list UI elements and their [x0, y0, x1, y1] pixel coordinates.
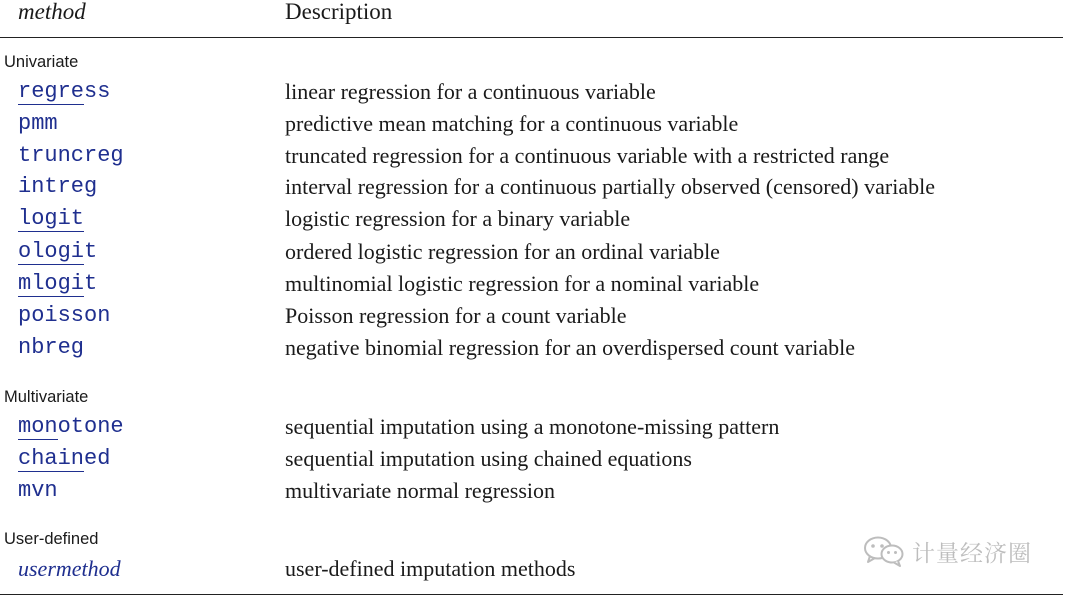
method-description: linear regression for a continuous variable [285, 79, 656, 104]
method-link-logit[interactable]: logit [18, 206, 85, 231]
table-row [0, 444, 1075, 474]
method-link-chained[interactable]: chained [18, 446, 111, 471]
method-link-pmm[interactable]: pmm [18, 111, 58, 136]
section-title-multivariate: Multivariate [4, 388, 89, 406]
method-description: ordered logistic regression for an ordinal variable [285, 239, 720, 264]
table-row [0, 204, 1075, 234]
column-header-method: method [18, 0, 86, 24]
table-row [0, 172, 1075, 202]
table-row [0, 141, 1075, 171]
method-description: sequential imputation using chained equations [285, 446, 692, 471]
method-description: predictive mean matching for a continuous variable [285, 111, 739, 136]
method-link-monotone[interactable]: monotone [18, 414, 124, 439]
method-link-poisson[interactable]: poisson [18, 303, 111, 328]
bottom-rule [0, 594, 1063, 595]
method-link-ologit[interactable]: ologit [18, 239, 98, 264]
watermark-text: 计量经济圈 [912, 540, 1032, 567]
method-link-regress[interactable]: regress [18, 79, 111, 104]
method-description: negative binomial regression for an overdispersed count variable [285, 335, 855, 360]
wechat-icon [862, 535, 906, 567]
table-row [0, 109, 1075, 139]
table-row [0, 412, 1075, 442]
watermark [862, 534, 1032, 568]
method-description: multivariate normal regression [285, 478, 556, 503]
method-placeholder-usermethod: usermethod [18, 556, 121, 581]
method-link-mlogit[interactable]: mlogit [18, 271, 98, 296]
method-description: interval regression for a continuous partially observed (censored) variable [285, 174, 935, 199]
method-link-intreg[interactable]: intreg [18, 174, 98, 199]
method-description: truncated regression for a continuous variable with a restricted range [285, 143, 890, 168]
table-row [0, 333, 1075, 363]
top-rule [0, 37, 1063, 38]
table-row [0, 301, 1075, 331]
method-description: logistic regression for a binary variable [285, 206, 631, 231]
method-link-nbreg[interactable]: nbreg [18, 335, 85, 360]
section-title-univariate: Univariate [4, 53, 79, 71]
method-description: user-defined imputation methods [285, 556, 576, 581]
method-description: multinomial logistic regression for a nominal variable [285, 271, 760, 296]
method-link-mvn[interactable]: mvn [18, 478, 58, 503]
table-row [0, 237, 1075, 267]
method-description: Poisson regression for a count variable [285, 303, 627, 328]
section-title-user-defined: User-defined [4, 530, 99, 548]
column-header-description: Description [285, 0, 393, 24]
table-row [0, 476, 1075, 506]
table-row [0, 77, 1075, 107]
method-description: sequential imputation using a monotone-missing pattern [285, 414, 780, 439]
table-row [0, 269, 1075, 299]
method-link-truncreg[interactable]: truncreg [18, 143, 124, 168]
